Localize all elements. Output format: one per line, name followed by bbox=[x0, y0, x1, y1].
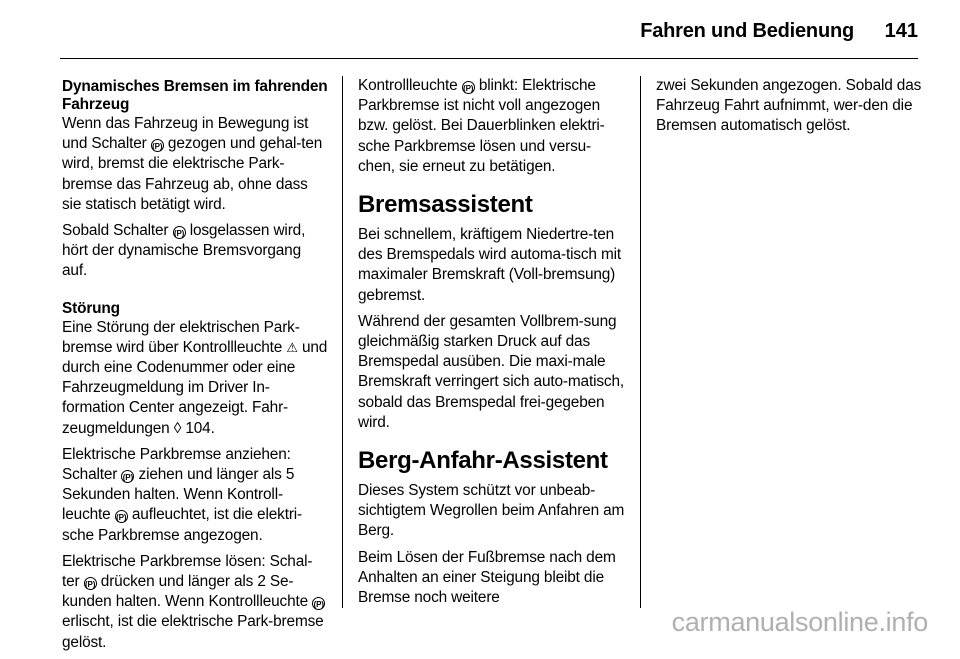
watermark: carmanualsonline.info bbox=[671, 607, 928, 637]
text: und durch eine Codenummer oder eine Fahrzeugmeldung im Driver In-formation Center angezeigt. Fahr-zeugmeldungen bbox=[62, 338, 328, 437]
parking-brake-icon: (P) bbox=[121, 470, 134, 483]
paragraph: Bei schnellem, kräftigem Niedertre-ten des Bremspedals wird automa-tisch mit maximaler Bremskraft (Voll-bremsung) gebremst. bbox=[358, 226, 622, 304]
header-divider bbox=[60, 58, 918, 59]
parking-brake-icon: (P) bbox=[151, 139, 164, 152]
column-divider-1 bbox=[342, 76, 343, 608]
heading-dynamic-braking: Dynamisches Bremsen im fahrenden Fahrzeug bbox=[62, 78, 328, 113]
paragraph bbox=[62, 221, 328, 282]
running-head-title: Fahren und Bedienung bbox=[640, 20, 854, 42]
text: aufleuchtet, ist die elektri-sche Parkbremse angezogen. bbox=[62, 506, 303, 544]
text: Kontrollleuchte bbox=[358, 77, 458, 94]
spacer bbox=[62, 288, 328, 300]
text: drücken und länger als 2 Se-kunden halten. Wenn Kontrollleuchte bbox=[62, 573, 309, 611]
paragraph: Beim Lösen der Fußbremse nach dem Anhalten an einer Steigung bleibt die Bremse noch weitere bbox=[358, 548, 616, 607]
page-reference[interactable]: 104. bbox=[185, 419, 215, 437]
column-1 bbox=[62, 78, 328, 659]
parking-brake-icon: (P) bbox=[462, 81, 475, 94]
paragraph bbox=[62, 114, 328, 215]
text: ziehen und länger als 5 Sekunden halten. Wenn Kontroll-leuchte bbox=[62, 466, 295, 524]
heading-fault: Störung bbox=[62, 299, 120, 317]
column-2 bbox=[358, 76, 626, 614]
page-reference-icon: ◊ bbox=[173, 419, 182, 437]
text: Elektrische Parkbremse lösen: Schal-ter bbox=[62, 552, 313, 591]
text: Sobald Schalter bbox=[62, 222, 169, 240]
parking-brake-icon: (P) bbox=[115, 510, 128, 523]
paragraph bbox=[62, 552, 328, 653]
parking-brake-icon: (P) bbox=[312, 597, 325, 610]
paragraph: Dieses System schützt vor unbeab-sichtigtem Wegrollen beim Anfahren am Berg. bbox=[358, 482, 625, 540]
text: Elektrische Parkbremse anziehen: Schalter bbox=[62, 445, 291, 484]
text: Wenn das Fahrzeug in Bewegung ist und Schalter bbox=[62, 115, 309, 153]
text: Eine Störung der elektrischen Park-bremse wird über Kontrollleuchte bbox=[62, 318, 300, 356]
heading-hill-start-assist: Berg-Anfahr-Assistent bbox=[358, 447, 608, 475]
text: erlischt, ist die elektrische Park-bremse gelöst. bbox=[62, 613, 324, 651]
text: losgelassen wird, hört der dynamische Bremsvorgang auf. bbox=[62, 222, 306, 280]
warning-lamp-icon: ⚠ bbox=[286, 339, 298, 355]
paragraph: zwei Sekunden angezogen. Sobald das Fahrzeug Fahrt aufnimmt, wer-den die Bremsen automatisch gelöst. bbox=[656, 77, 922, 135]
paragraph: Während der gesamten Vollbrem-sung gleichmäßig starken Druck auf das Bremspedal ausüben. Die maxi-male Bremskraft verringert sich auto-matisch, sobald das Bremspedal frei-gegeben wird. bbox=[358, 312, 624, 431]
page-header bbox=[60, 14, 918, 58]
text: gezogen und gehal-ten wird, bremst die elektrische Park-bremse das Fahrzeug ab, ohne dass sie statisch betätigt wird. bbox=[62, 135, 323, 213]
paragraph bbox=[62, 318, 328, 439]
paragraph bbox=[358, 76, 626, 177]
column-divider-2 bbox=[640, 76, 641, 608]
text: blinkt: Elektrische Parkbremse ist nicht voll angezogen bzw. gelöst. Bei Dauerblinken elektri-sche Parkbremse lösen und versu-chen, sie erneut zu betätigen. bbox=[358, 77, 605, 175]
column-3 bbox=[656, 76, 926, 143]
parking-brake-icon: (P) bbox=[84, 577, 97, 590]
page-number: 141 bbox=[884, 20, 918, 42]
heading-brake-assist: Bremsassistent bbox=[358, 191, 533, 219]
parking-brake-icon: (P) bbox=[173, 226, 186, 239]
paragraph bbox=[62, 445, 328, 546]
